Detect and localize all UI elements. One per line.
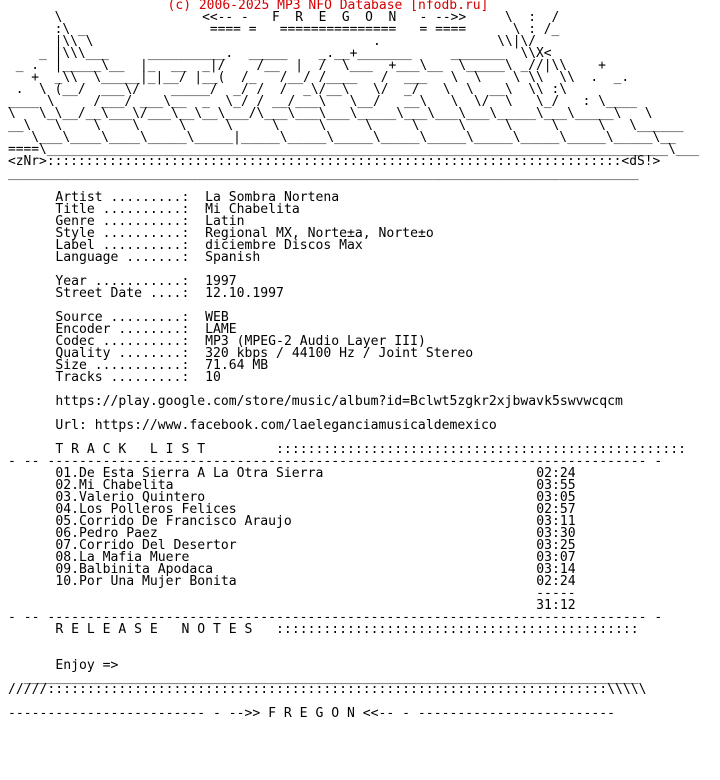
indent: [8, 418, 55, 433]
total-rule: -----: [536, 586, 576, 601]
footer-bar: /////:::::::::::::::::::::::::::::::::::::::::::::::::::::::::::::::::::::::\\\\\: [8, 682, 647, 697]
notes-body: Enjoy =>: [55, 658, 119, 673]
tech-field-key: Quality ........:: [55, 346, 190, 361]
logo-line: \ <<-- - F R E G O N - -->> \ : /: [54, 10, 560, 25]
logo-line: __\ \ \ \ \ \ \ \ \ \ \ \ \ \ \______: [8, 118, 684, 133]
indent: [8, 250, 55, 265]
release-field-value: 12.10.1997: [205, 286, 284, 301]
track-time: 03:25: [536, 538, 576, 553]
track-name: 10.Por Una Mujer Bonita: [55, 574, 237, 589]
tech-field-key: Tracks .........:: [55, 370, 190, 385]
logo-line: _ . |_____\__ |_ __ _|/ /__ | / \___ +___\__ \_____\ _//|\\ +: [15, 58, 606, 73]
notes-dots: ::::::::::::::::::::::::::::::::::::::::::::::: [276, 622, 639, 637]
spacer: [189, 370, 205, 385]
logo-line: _ |\\\___ __________. _____ _.__+_______ _______ \\X<: [39, 46, 552, 61]
info-field-key: Genre ..........:: [55, 214, 190, 229]
tech-field-value: WEB: [205, 310, 229, 325]
track-time: 02:24: [536, 574, 576, 589]
logo-line: ____ \ /___/ ___\__ _ \_/ / __/___\ \__/ __\ \ \/ \ \_/ : \____: [8, 94, 637, 109]
track-name: 09.Balbinita Apodaca: [55, 562, 213, 577]
info-field-value: Mi Chabelita: [205, 202, 300, 217]
track-time: 03:07: [536, 550, 576, 565]
info-field-value: Regional MX, Norte±a, Norte±o: [205, 226, 434, 241]
track-name: 05.Corrido De Francisco Araujo: [55, 514, 292, 529]
track-name: 06.Pedro Paez: [55, 526, 158, 541]
tracklist-heading: T R A C K L I S T: [55, 442, 206, 457]
tracklist-rule: - -- ---------------------------------------------------------------------------- -: [8, 610, 663, 625]
info-field-value: Latin: [205, 214, 245, 229]
nfo-body: [8, 168, 712, 720]
tech-field-value: 10: [205, 370, 221, 385]
track-time: 03:14: [536, 562, 576, 577]
tech-field-key: Size ...........:: [55, 358, 190, 373]
track-name: 07.Corrido Del Desertor: [55, 538, 237, 553]
tech-field-value: MP3 (MPEG-2 Audio Layer III): [205, 334, 426, 349]
tech-field-key: Codec ..........:: [55, 334, 190, 349]
info-field-value: La Sombra Nortena: [205, 190, 340, 205]
separator-rule: ________________________________________________________________________________: [8, 166, 639, 181]
track-name: 03.Valerio Quintero: [55, 490, 206, 505]
logo-line: :\ _ ==== = =============== = ==== \ : /_: [54, 22, 560, 37]
notes-heading: R E L E A S E N O T E S: [55, 622, 253, 637]
track-time: 03:11: [536, 514, 576, 529]
track-time: 02:24: [536, 466, 576, 481]
logo-line: + _\\ \_____|_|__/ |__( /_ /__/ /____ / ___ \ \ \ \\ \\ . _.: [31, 70, 630, 85]
logo-line: \ \_\__/__\___\/___\__\__\___/\___\___\___\_____\___\___\___\_____\___\_____\ \: [8, 106, 653, 121]
indent: [8, 394, 55, 409]
track-name: 08.La Mafia Muere: [55, 550, 190, 565]
store-link: https://play.google.com/store/music/album?id=Bclwt5zgkr2xjbwavk5swvwcqcm: [55, 394, 623, 409]
spacer: [189, 250, 205, 265]
footer-rule: ______________________________________________________________________________: [8, 670, 639, 685]
track-name: 02.Mi Chabelita: [55, 478, 174, 493]
indent: [8, 286, 55, 301]
track-time: 02:57: [536, 502, 576, 517]
track-time: 03:30: [536, 526, 576, 541]
release-field-value: 1997: [205, 274, 237, 289]
tech-field-key: Source .........:: [55, 310, 190, 325]
logo-line: <zNr>::::::::::::::::::::::::::::::::::::::::::::::::::::::::::::::::::::::::::<dS!>: [8, 154, 661, 169]
tech-field-value: 320 kbps / 44100 Hz / Joint Stereo: [205, 346, 474, 361]
spacer: [189, 286, 205, 301]
tracklist-dots: ::::::::::::::::::::::::::::::::::::::::::::::::::::: [276, 442, 686, 457]
info-field-key: Label ..........:: [55, 238, 190, 253]
info-field-key: Artist .........:: [55, 190, 190, 205]
total-time: 31:12: [536, 598, 576, 613]
spacer: [252, 622, 276, 637]
info-field-value: Spanish: [205, 250, 261, 265]
tech-field-key: Encoder ........:: [55, 322, 190, 337]
info-field-key: Title ..........:: [55, 202, 190, 217]
logo-line: |\\ \ . \\|\/: [54, 34, 537, 49]
indent: [8, 370, 55, 385]
nfo-page: [8, 0, 712, 780]
logo-line: . \ (__/ ___\/ _____/ _/ / / _\/__\ \/ _/ \ \ __\ \\ :\: [15, 82, 568, 97]
url-line: Url: https://www.facebook.com/laeleganciamusicaldemexico: [55, 418, 497, 433]
info-field-key: Language .......:: [55, 250, 190, 265]
indent: [8, 622, 55, 637]
track-time: 03:55: [536, 478, 576, 493]
footer-signature: ------------------------- - -->> F R E G O N <<-- - -------------------------: [8, 706, 615, 721]
release-field-key: Year ...........:: [55, 274, 190, 289]
tech-field-value: 71.64 MB: [205, 358, 269, 373]
track-name: 04.Los Polleros Felices: [55, 502, 237, 517]
info-field-key: Style ..........:: [55, 226, 190, 241]
tracklist-rule: - -- ---------------------------------------------------------------------------- -: [8, 454, 663, 469]
logo-line: ====\________________________________________________________________________________\___: [8, 142, 700, 157]
site-banner: (c) 2006-2025 MP3 NFO Database [nfodb.ru]: [167, 0, 489, 12]
release-field-key: Street Date ....:: [55, 286, 190, 301]
info-field-value: diciembre Discos Max: [205, 238, 363, 253]
track-time: 03:05: [536, 490, 576, 505]
logo-art: [8, 12, 701, 168]
track-name: 01.De Esta Sierra A La Otra Sierra: [55, 466, 324, 481]
logo-line: \___\____\____\_____\_____|_____\_____\_____\_____\_____\_____\_____\_____\_____\__: [31, 130, 676, 145]
tech-field-value: LAME: [205, 322, 237, 337]
